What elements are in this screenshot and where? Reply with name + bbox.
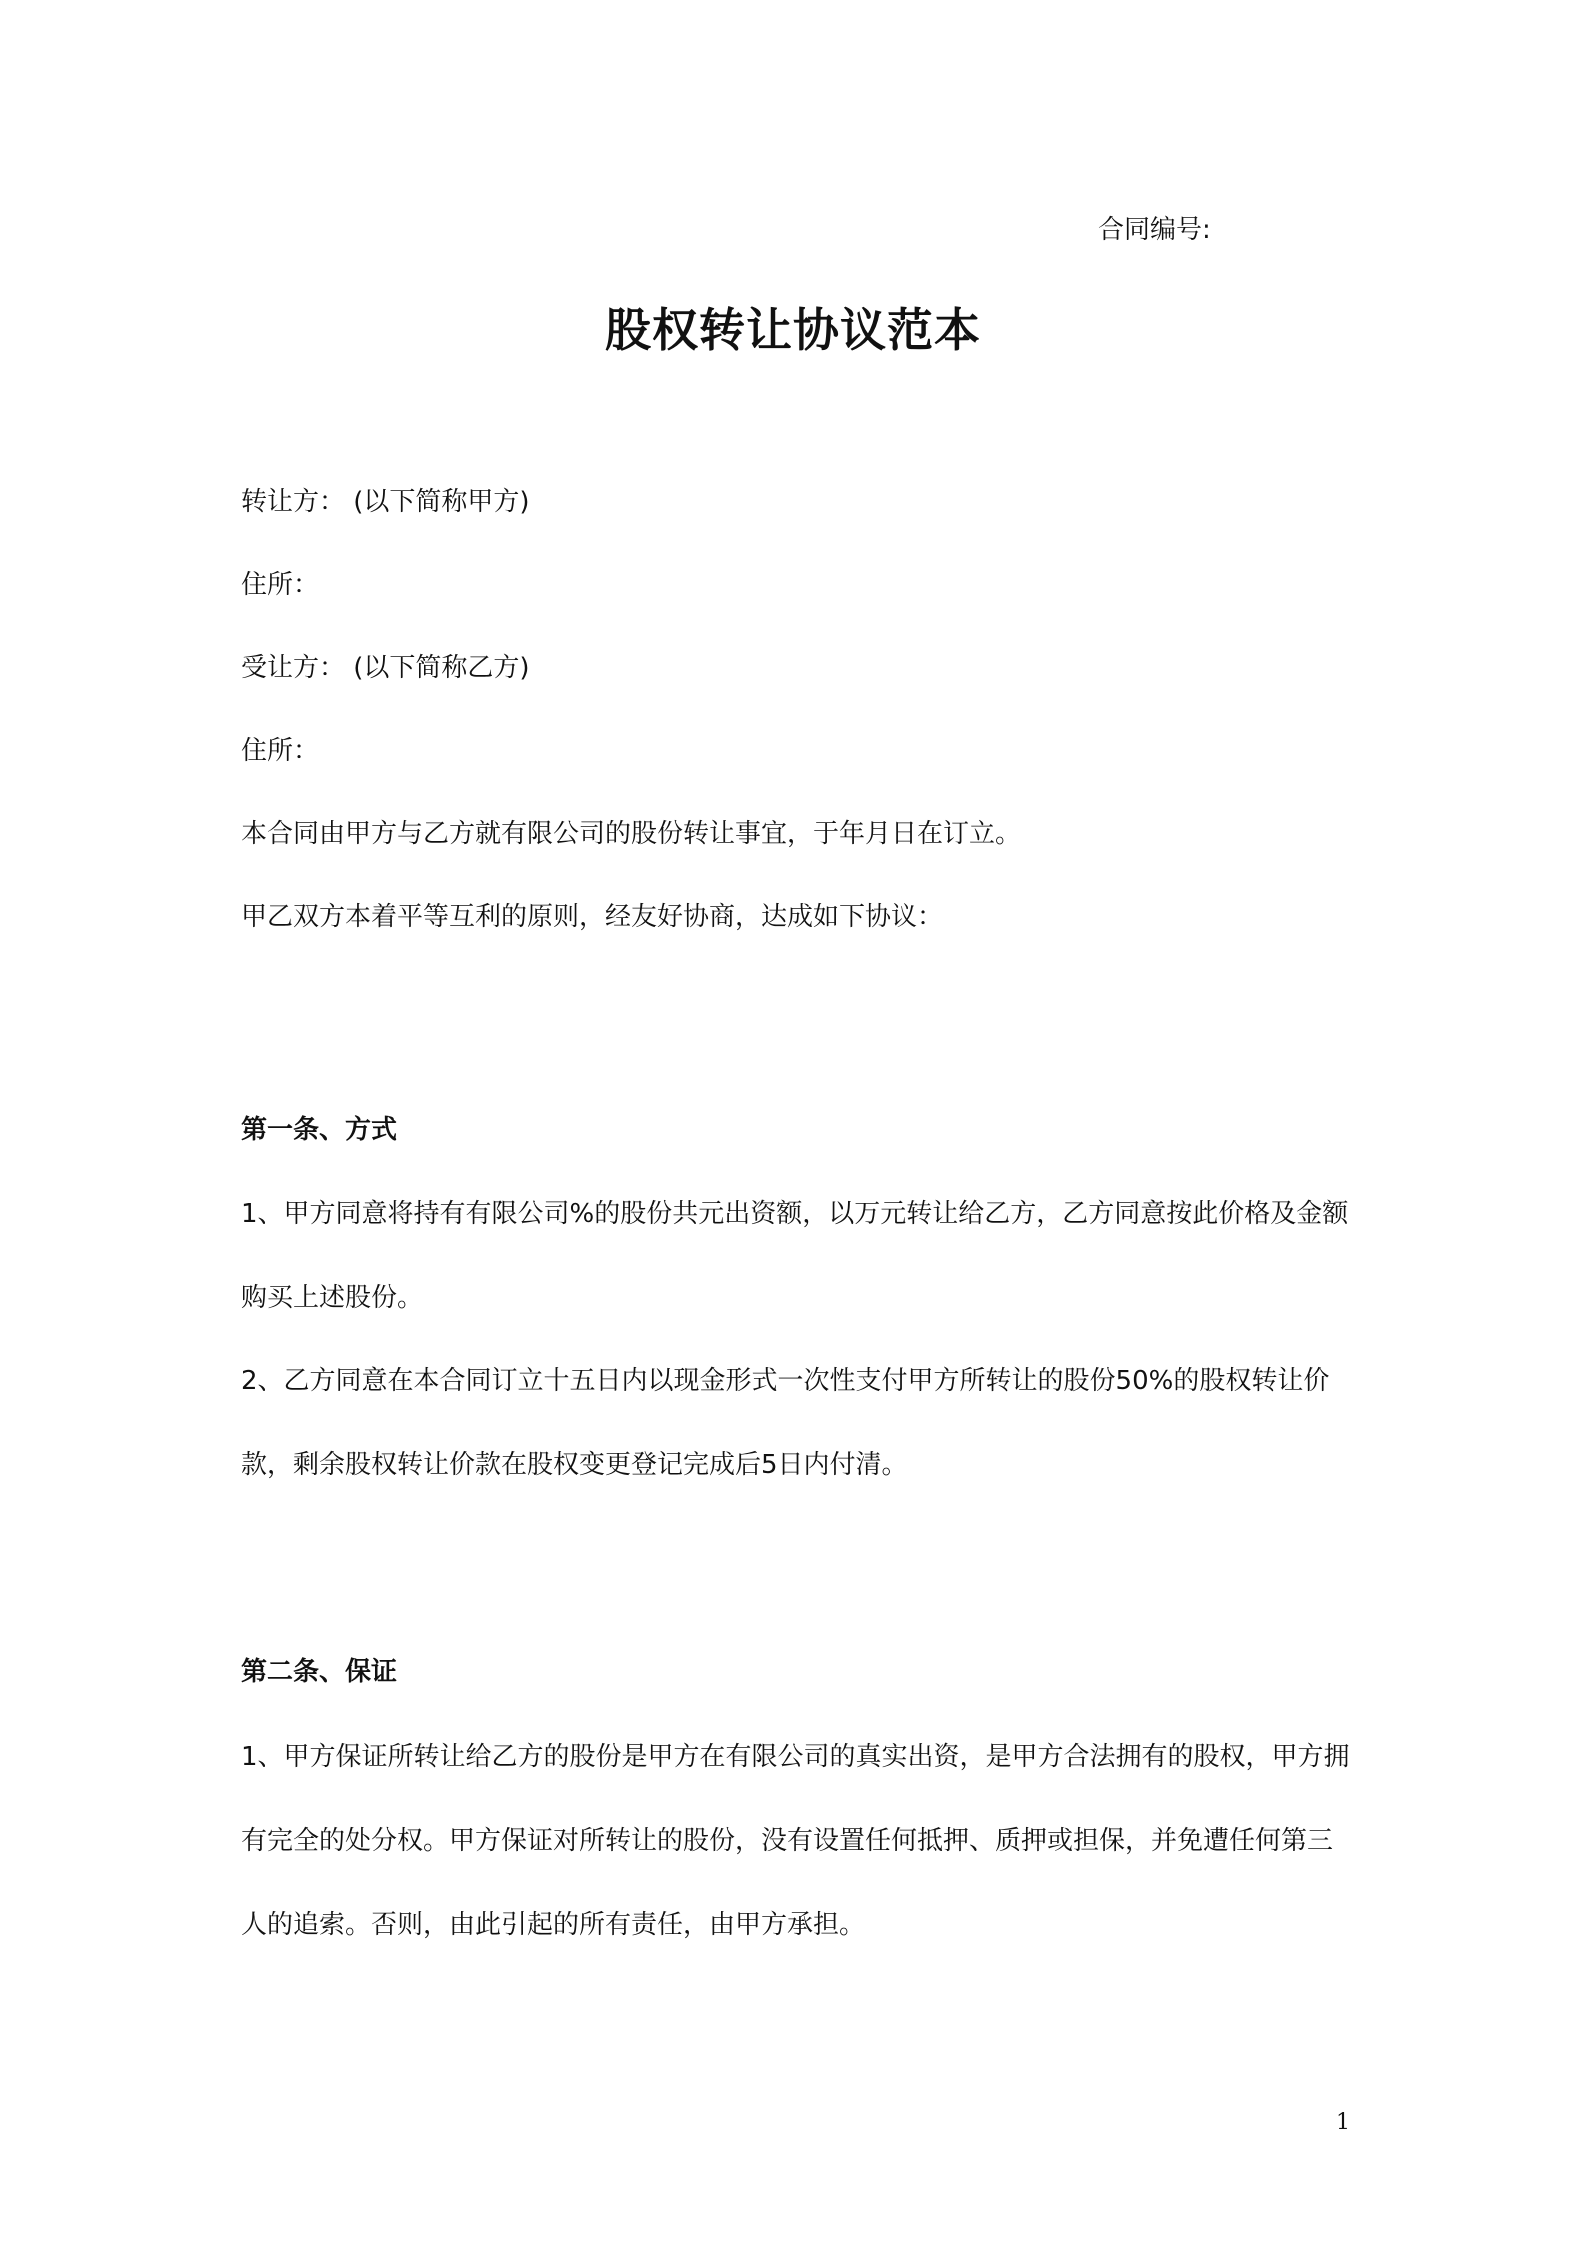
intro-paragraph-1: 本合同由甲方与乙方就有限公司的股份转让事宜，于年月日在订立。 <box>241 819 1022 849</box>
article-1-heading: 第一条、方式 <box>241 1115 398 1145</box>
contract-number-label: 合同编号: <box>1098 215 1211 245</box>
transferor-address-label: 住所： <box>241 570 320 600</box>
article-1-clause-1: 1、甲方同意将持有有限公司%的股份共元出资额，以万元转让给乙方，乙方同意按此价格及金额购买上述股份。 <box>241 1199 1349 1313</box>
intro-paragraph-2: 甲乙双方本着平等互利的原则，经友好协商，达成如下协议： <box>241 902 944 932</box>
transferor-line <box>241 482 530 522</box>
transferee-line <box>241 648 530 688</box>
transferor-label: 转让方： <box>241 487 346 517</box>
article-1-clause-2: 2、乙方同意在本合同订立十五日内以现金形式一次性支付甲方所转让的股份50%的股权转让价款，剩余股权转让价款在股权变更登记完成后5日内付清。 <box>241 1366 1330 1480</box>
article-2-heading: 第二条、保证 <box>241 1657 398 1687</box>
article-2-clause-1: 1、甲方保证所转让给乙方的股份是甲方在有限公司的真实出资，是甲方合法拥有的股权，甲方拥有完全的处分权。甲方保证对所转让的股份，没有设置任何抵押、质押或担保，并免遭任何第三人的追索。否则，由此引起的所有责任，由甲方承担。 <box>241 1742 1350 1940</box>
page-number: 1 <box>1336 2110 1350 2135</box>
transferee-label: 受让方： <box>241 653 346 683</box>
document-title: 股权转让协议范本 <box>605 303 981 357</box>
transferor-note: (以下简称甲方) <box>353 487 530 517</box>
transferee-note: (以下简称乙方) <box>353 653 530 683</box>
transferee-address-label: 住所： <box>241 736 320 766</box>
